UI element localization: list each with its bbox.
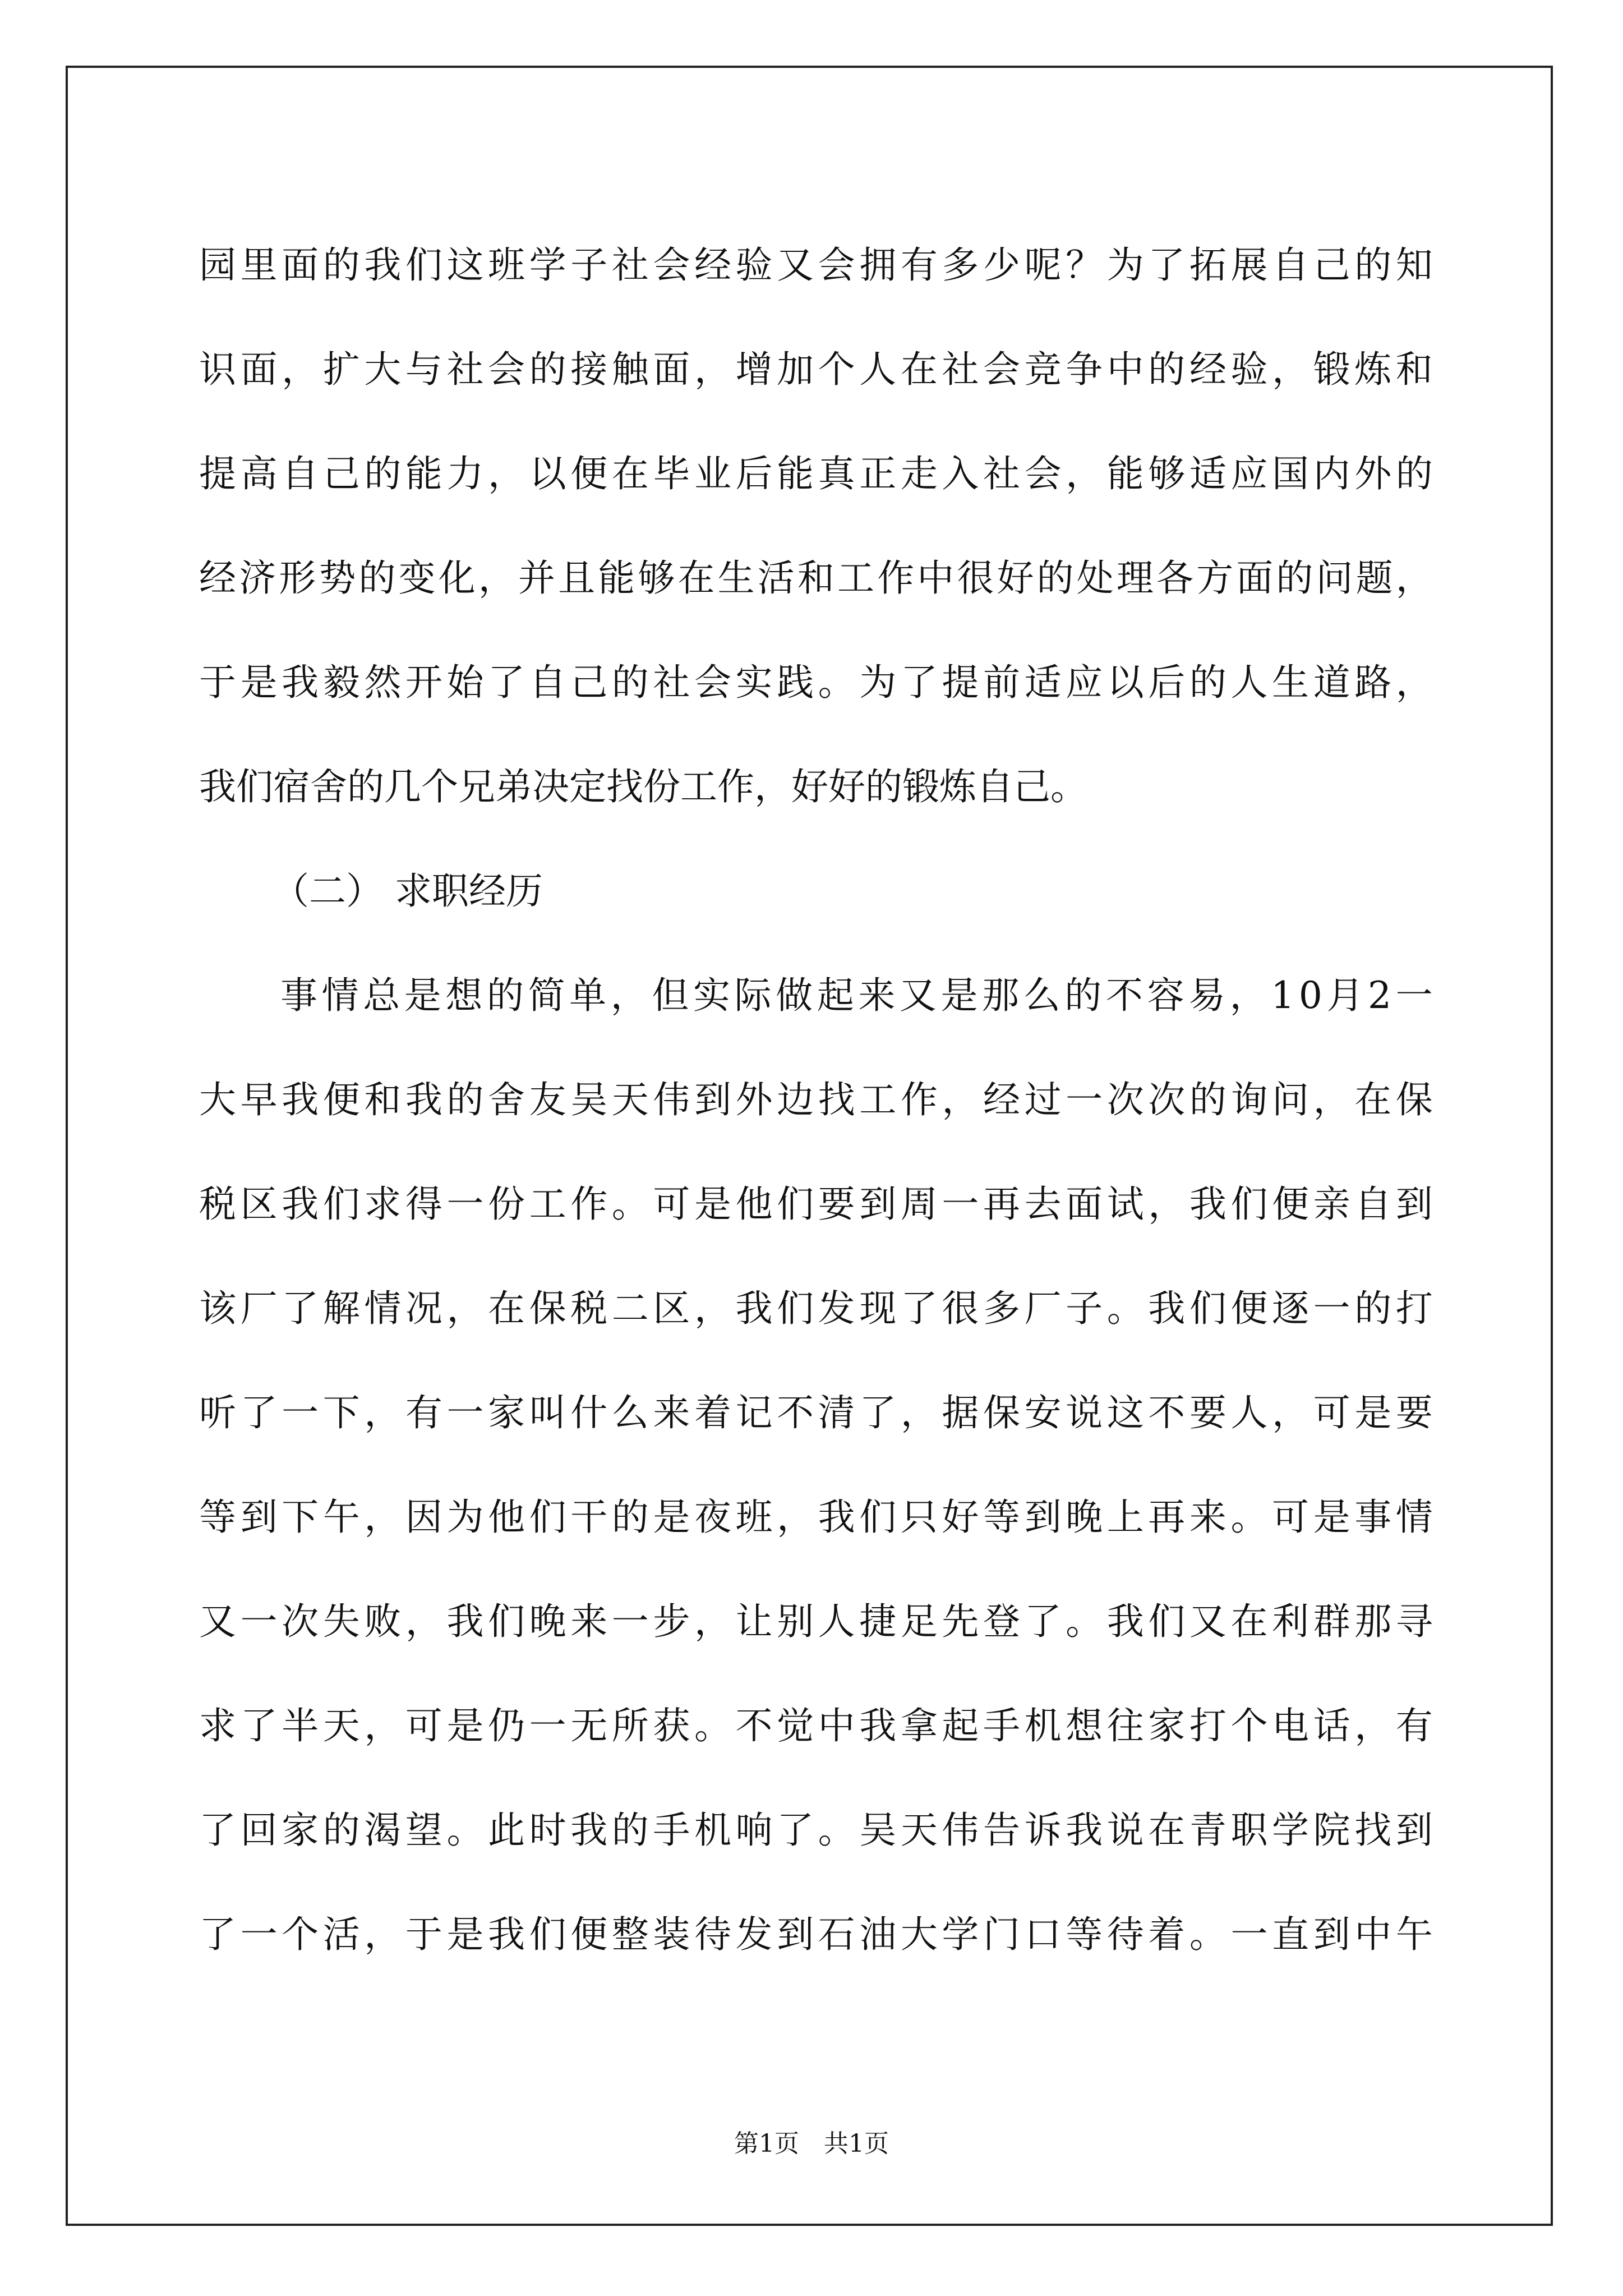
text-line: 经 济 形 势 的 变 化 ， 并 且 能 够 在 生 活 和 工 作 中 很 好 的 处 理 各 方 面 的 问 题 ， (199, 556, 1433, 600)
text-line: 了 回 家 的 渴 望 。 此 时 我 的 手 机 响 了 。 吴 天 伟 告 诉 我 说 在 青 职 学 院 找 到 (199, 1809, 1433, 1852)
page-footer: 第1页 共1页 (734, 2129, 889, 2158)
text-line: 大 早 我 便 和 我 的 舍 友 吴 天 伟 到 外 边 找 工 作 ， 经 过 一 次 次 的 询 问 ， 在 保 (199, 1078, 1433, 1121)
section-heading: （二） 求职经历 (272, 869, 543, 913)
text-line: 税 区 我 们 求 得 一 份 工 作 。 可 是 他 们 要 到 周 一 再 去 面 试 ， 我 们 便 亲 自 到 (199, 1182, 1433, 1226)
text-line: 又 一 次 失 败 ， 我 们 晚 来 一 步 ， 让 别 人 捷 足 先 登 了 。 我 们 又 在 利 群 那 寻 (199, 1600, 1433, 1643)
text-line: 于 是 我 毅 然 开 始 了 自 己 的 社 会 实 践 。 为 了 提 前 适 应 以 后 的 人 生 道 路 ， (199, 661, 1433, 704)
text-line: 提 高 自 己 的 能 力 ， 以 便 在 毕 业 后 能 真 正 走 入 社 会 ， 能 够 适 应 国 内 外 的 (199, 452, 1433, 495)
text-line: 听 了 一 下 ， 有 一 家 叫 什 么 来 着 记 不 清 了 ， 据 保 安 说 这 不 要 人 ， 可 是 要 (199, 1391, 1433, 1434)
text-line: 园 里 面 的 我 们 这 班 学 子 社 会 经 验 又 会 拥 有 多 少 呢 ？ 为 了 拓 展 自 己 的 知 (199, 243, 1433, 287)
text-line: 识 面 ， 扩 大 与 社 会 的 接 触 面 ， 增 加 个 人 在 社 会 竞 争 中 的 经 验 ， 锻 炼 和 (199, 348, 1433, 391)
text-line: 事 情 总 是 想 的 简 单 ， 但 实 际 做 起 来 又 是 那 么 的 不 容 易 ， 1 0 月 2 一 (280, 974, 1433, 1017)
text-line: 了 一 个 活 ， 于 是 我 们 便 整 装 待 发 到 石 油 大 学 门 口 等 待 着 。 一 直 到 中 午 (199, 1913, 1433, 1956)
text-line: 等 到 下 午 ， 因 为 他 们 干 的 是 夜 班 ， 我 们 只 好 等 到 晚 上 再 来 。 可 是 事 情 (199, 1496, 1433, 1539)
text-line: 求 了 半 天 ， 可 是 仍 一 无 所 获 。 不 觉 中 我 拿 起 手 机 想 往 家 打 个 电 话 ， 有 (199, 1704, 1433, 1747)
text-line: 我 们 宿 舍 的 几 个 兄 弟 决 定 找 份 工 作 ， 好 好 的 锻 炼 自 己 。 (199, 765, 1087, 808)
text-line: 该 厂 了 解 情 况 ， 在 保 税 二 区 ， 我 们 发 现 了 很 多 厂 子 。 我 们 便 逐 一 的 打 (199, 1287, 1433, 1330)
document-body (199, 213, 1433, 1987)
